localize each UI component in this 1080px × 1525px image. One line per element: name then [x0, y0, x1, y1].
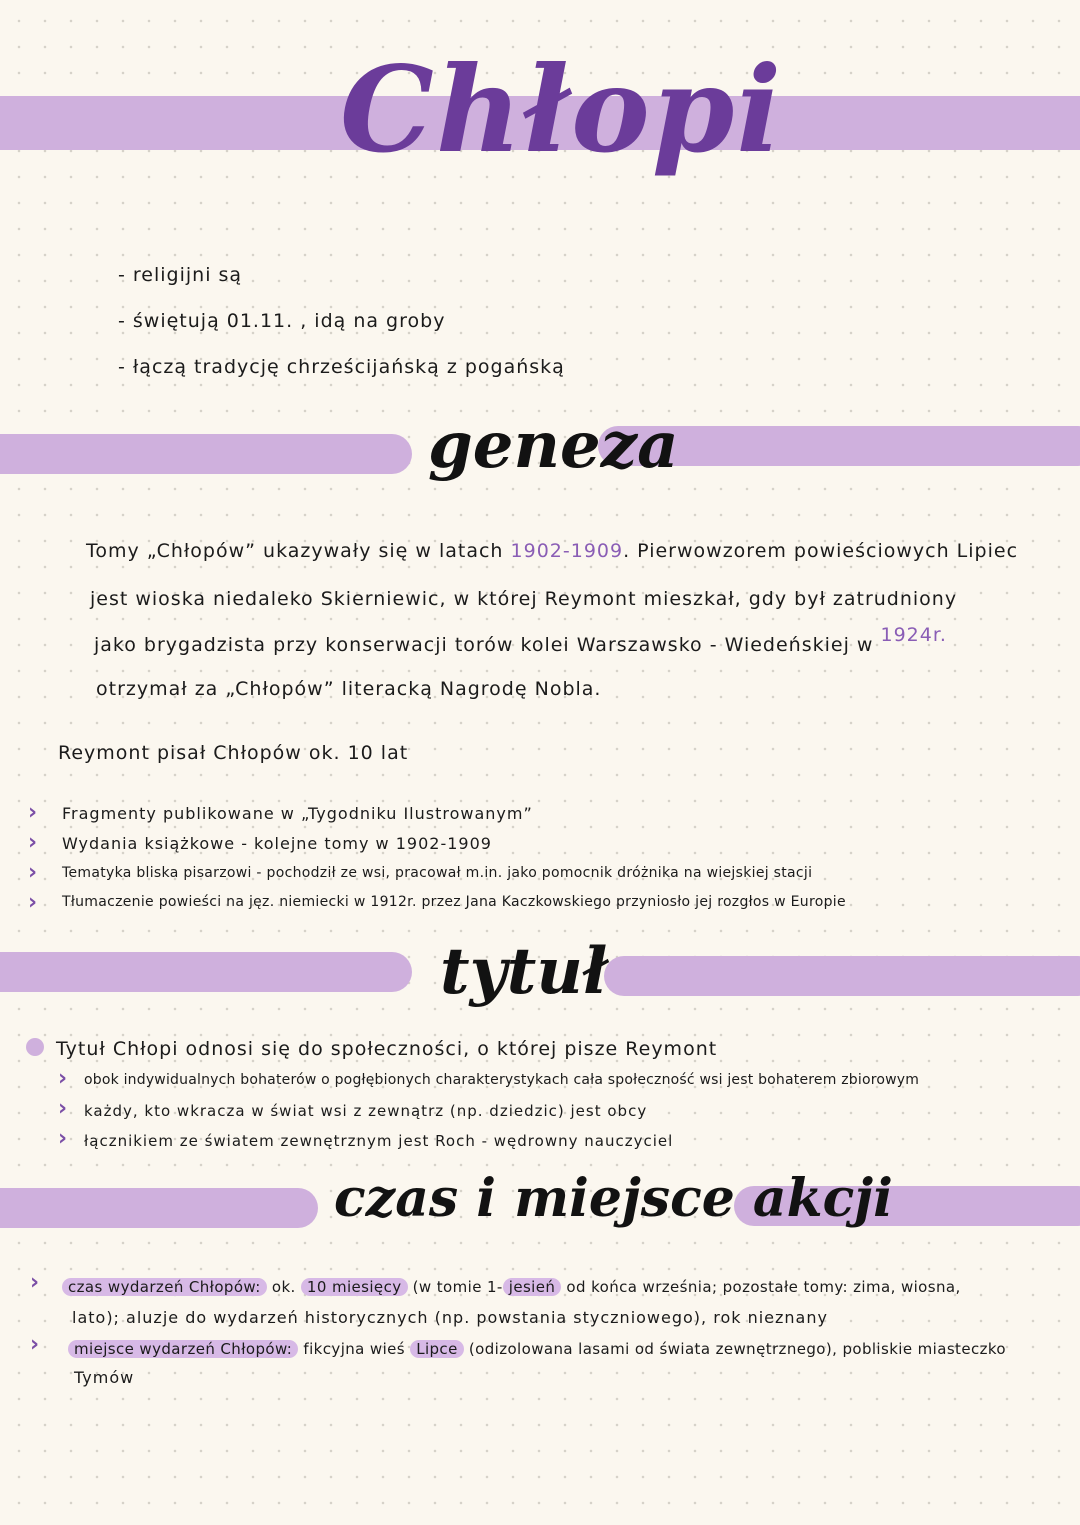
- geneza-line1-text-b: . Pierwowzorem powieściowych Lipiec: [623, 540, 1019, 562]
- geneza-bullet-3: Tematyka bliska pisarzowi - pochodził ze wsi, pracował m.in. jako pomocnik dróżnika na wiejskiej stacji: [62, 865, 813, 881]
- czas-text-a: ok.: [266, 1278, 296, 1296]
- czas-band-left: [0, 1188, 318, 1228]
- czas-item-1-line-1: [62, 1278, 961, 1296]
- tytul-band-right: [604, 956, 1080, 996]
- section-title-geneza: geneza: [428, 408, 679, 483]
- chevron-right-icon: ›: [58, 1066, 68, 1091]
- geneza-line3-text: jako brygadzista przy konserwacji torów kolei Warszawsko - Wiedeńskiej w: [94, 634, 874, 656]
- intro-item-2: - świętują 01.11. , idą na groby: [118, 310, 446, 332]
- czas-item-1-line-2: lato); aluzje do wydarzeń historycznych (np. powstania styczniowego), rok nieznany: [72, 1308, 828, 1327]
- czas-item-2-line-1: [68, 1340, 1006, 1358]
- section-title-tytul: tytuł: [440, 934, 608, 1009]
- miejsce-label: miejsce wydarzeń Chłopów:: [68, 1340, 298, 1358]
- tytul-main: Tytuł Chłopi odnosi się do społeczności, o której pisze Reymont: [56, 1038, 718, 1060]
- geneza-bullet-4: Tłumaczenie powieści na jęz. niemiecki w 1912r. przez Jana Kaczkowskiego przyniosło jej rozgłos w Europie: [62, 894, 846, 910]
- intro-item-3: - łączą tradycję chrześcijańską z pogańską: [118, 356, 565, 378]
- page-title: Chłopi: [340, 40, 784, 179]
- czas-text-b: (w tomie 1-: [407, 1278, 503, 1296]
- czas-item-2-line-2: Tymów: [74, 1368, 135, 1387]
- geneza-paragraph-line-2: jest wioska niedaleko Skierniewic, w której Reymont mieszkał, gdy był zatrudniony: [90, 588, 958, 610]
- bullet-dot-icon: [26, 1038, 44, 1056]
- geneza-line1-text: Tomy „Chłopów” ukazywały się w latach: [86, 540, 504, 562]
- czas-text-c: od końca września; pozostałe tomy: zima, wiosna,: [561, 1278, 961, 1296]
- geneza-band-left: [0, 434, 412, 474]
- geneza-note: Reymont pisał Chłopów ok. 10 lat: [58, 742, 409, 764]
- czas-season: jesień: [503, 1278, 562, 1296]
- chevron-right-icon: ›: [28, 800, 38, 825]
- chevron-right-icon: ›: [30, 1270, 40, 1295]
- chevron-right-icon: ›: [30, 1332, 40, 1357]
- chevron-right-icon: ›: [58, 1096, 68, 1121]
- tytul-bullet-1: obok indywidualnych bohaterów o pogłębionych charakterystykach cała społeczność wsi jest bohaterem zbiorowym: [84, 1072, 920, 1088]
- geneza-bullet-2: Wydania książkowe - kolejne tomy w 1902-1909: [62, 834, 492, 853]
- section-title-czas: czas i miejsce akcji: [334, 1168, 893, 1229]
- miejsce-text-b: (odizolowana lasami od świata zewnętrznego), pobliskie miasteczko: [463, 1340, 1007, 1358]
- tytul-band-left: [0, 952, 412, 992]
- chevron-right-icon: ›: [28, 860, 38, 885]
- czas-duration: 10 miesięcy: [301, 1278, 408, 1296]
- tytul-bullet-3: łącznikiem ze światem zewnętrznym jest Roch - wędrowny nauczyciel: [84, 1132, 674, 1150]
- geneza-paragraph-line-4: otrzymał za „Chłopów” literacką Nagrodę Nobla.: [96, 678, 602, 700]
- geneza-nobel-year: 1924r.: [880, 624, 947, 646]
- miejsce-text-a: fikcyjna wieś: [298, 1340, 411, 1358]
- chevron-right-icon: ›: [28, 890, 38, 915]
- czas-label: czas wydarzeń Chłopów:: [62, 1278, 267, 1296]
- tytul-bullet-2: każdy, kto wkracza w świat wsi z zewnątrz (np. dziedzic) jest obcy: [84, 1102, 648, 1120]
- geneza-paragraph-line-3: [94, 624, 947, 656]
- geneza-years: 1902-1909: [510, 540, 624, 562]
- chevron-right-icon: ›: [58, 1126, 68, 1151]
- chevron-right-icon: ›: [28, 830, 38, 855]
- intro-item-1: - religijni są: [118, 264, 243, 286]
- geneza-bullet-1: Fragmenty publikowane w „Tygodniku Ilustrowanym”: [62, 804, 533, 823]
- miejsce-village: Lipce: [410, 1340, 464, 1358]
- geneza-paragraph-line-1: [86, 540, 1018, 562]
